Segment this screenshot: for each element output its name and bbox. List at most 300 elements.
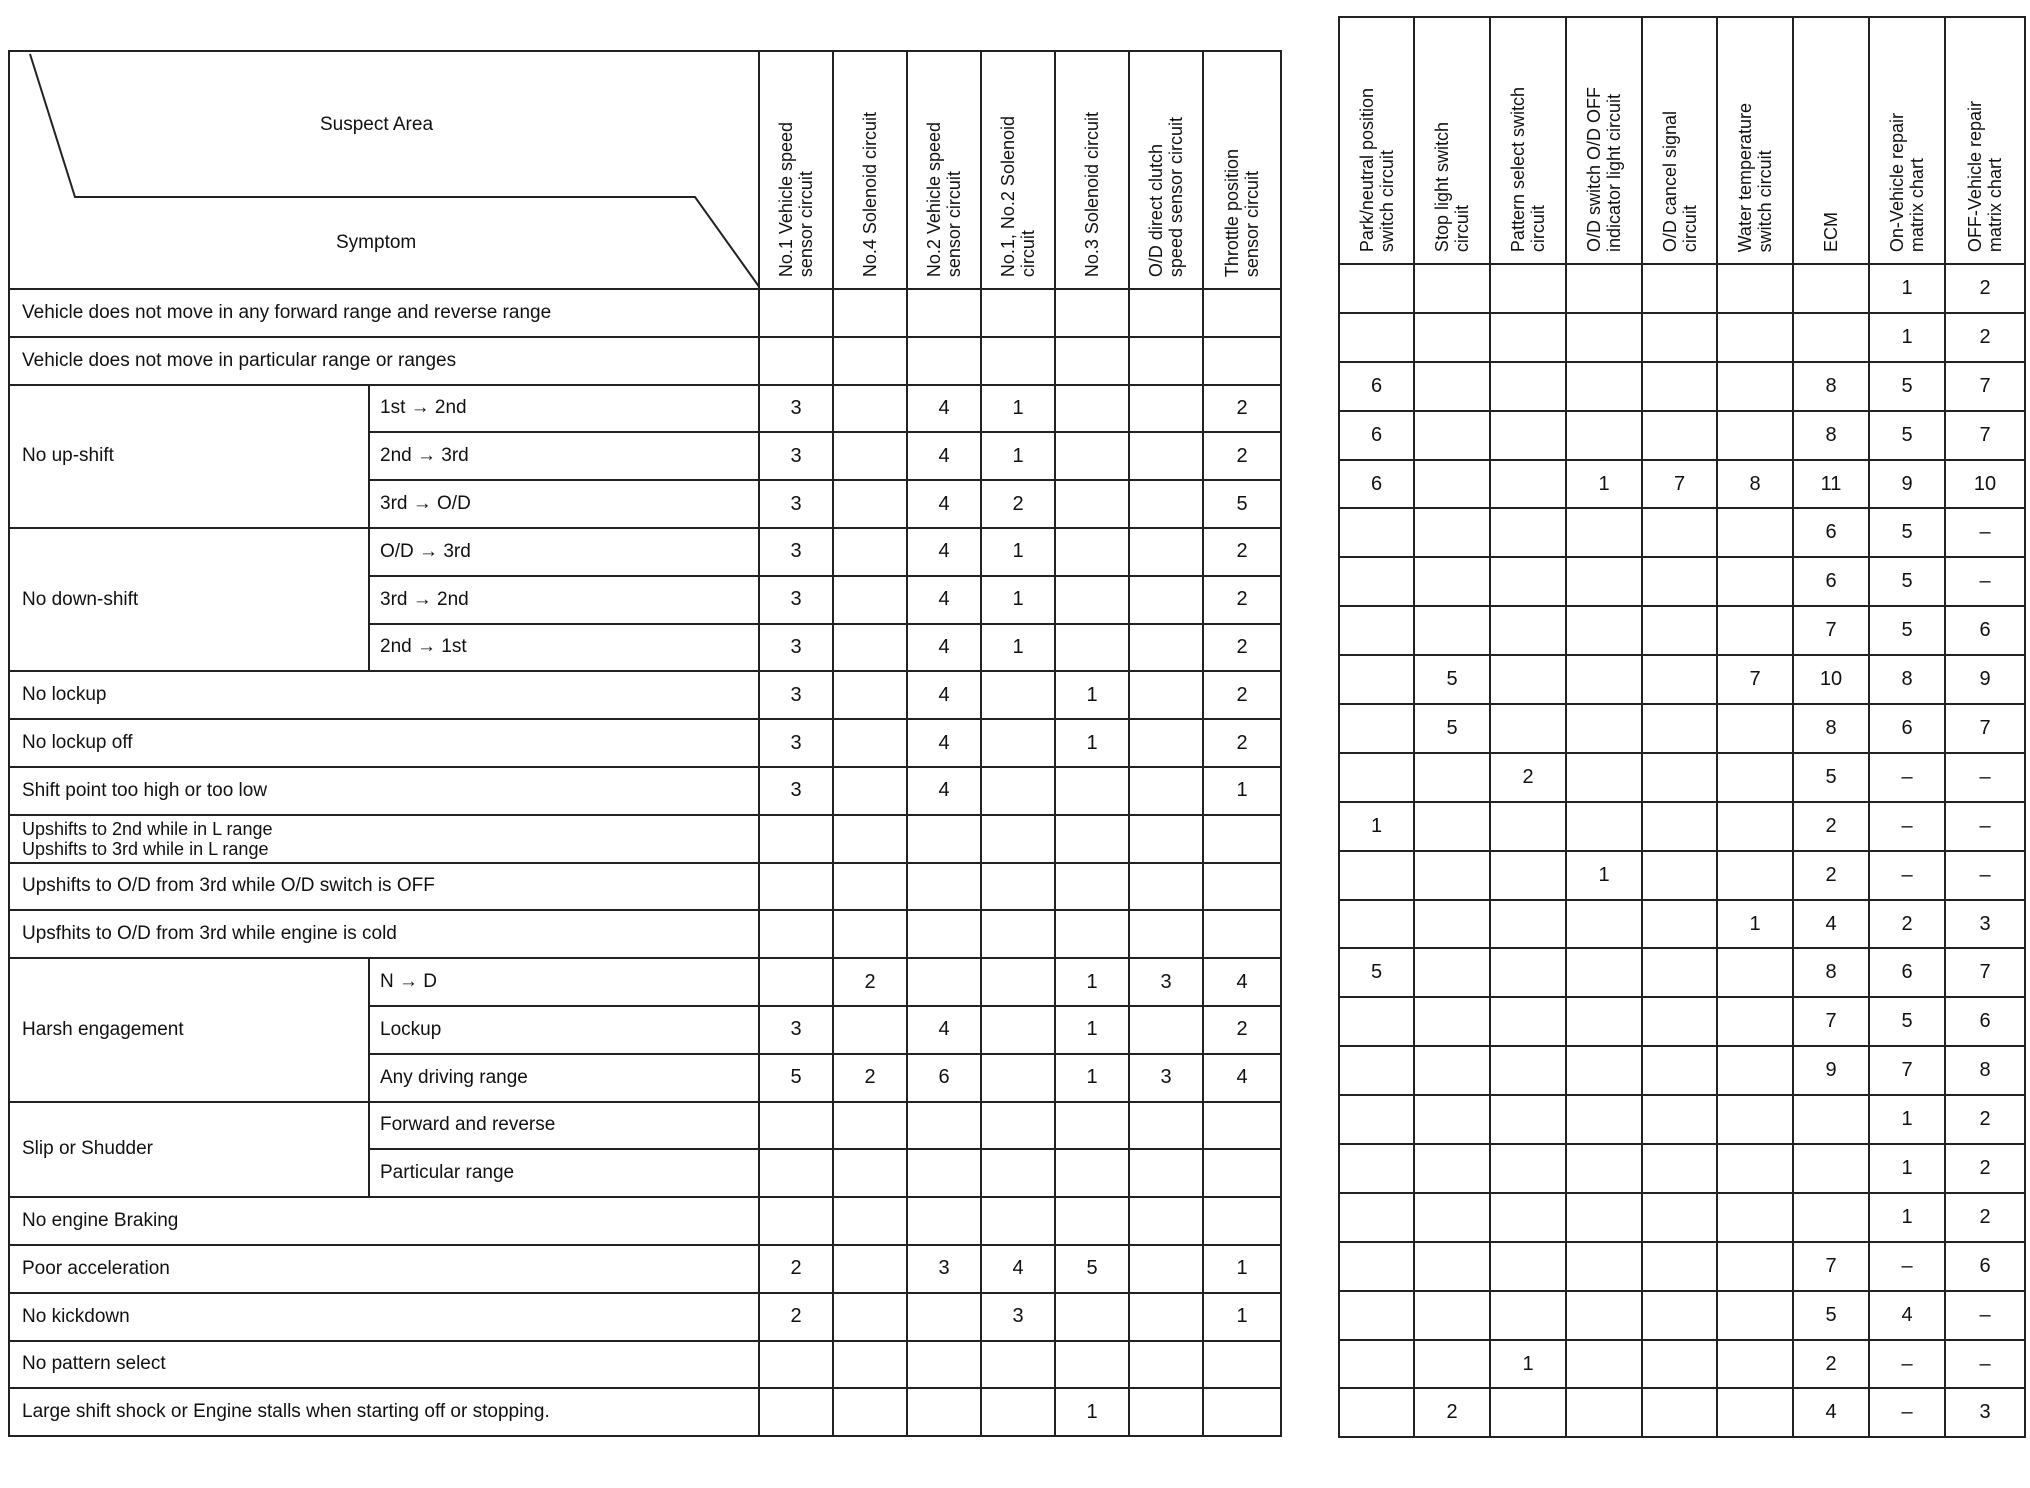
priority-cell: – — [1945, 508, 2025, 557]
priority-cell — [1566, 948, 1642, 997]
priority-cell — [981, 767, 1055, 815]
priority-cell — [907, 1388, 981, 1436]
column-header-label: O/D cancel signal circuit — [1659, 110, 1700, 252]
priority-cell — [1490, 802, 1566, 851]
table-row — [9, 863, 1281, 911]
priority-cell — [1203, 910, 1281, 958]
table-row — [1339, 557, 2025, 606]
priority-cell: 1 — [1869, 1095, 1945, 1144]
priority-cell: 4 — [907, 480, 981, 528]
priority-cell: 3 — [759, 671, 833, 719]
priority-cell: 5 — [1869, 997, 1945, 1046]
priority-cell: – — [1945, 802, 2025, 851]
priority-cell — [1414, 851, 1490, 900]
priority-cell: 9 — [1793, 1046, 1869, 1095]
priority-cell — [1129, 719, 1203, 767]
table-row — [1339, 460, 2025, 509]
priority-cell: – — [1945, 557, 2025, 606]
priority-cell — [1414, 802, 1490, 851]
priority-cell: 10 — [1793, 655, 1869, 704]
priority-cell: 5 — [1793, 1291, 1869, 1340]
priority-cell — [1566, 1388, 1642, 1437]
priority-cell — [1717, 997, 1793, 1046]
symptom-cell: Shift point too high or too low — [9, 767, 759, 815]
priority-cell: 3 — [1129, 1054, 1203, 1102]
priority-cell — [1414, 557, 1490, 606]
sub-condition-cell: Forward and reverse — [369, 1102, 759, 1150]
sub-condition-cell: 2nd → 1st — [369, 624, 759, 672]
priority-cell — [1566, 900, 1642, 949]
priority-cell: 3 — [1945, 1388, 2025, 1437]
table-row — [1339, 655, 2025, 704]
priority-cell: 4 — [981, 1245, 1055, 1293]
priority-cell — [1490, 704, 1566, 753]
priority-cell — [981, 1006, 1055, 1054]
priority-cell — [1055, 1149, 1129, 1197]
priority-cell — [907, 863, 981, 911]
priority-cell: 2 — [1793, 1340, 1869, 1389]
priority-cell — [833, 1293, 907, 1341]
priority-cell — [1642, 1242, 1717, 1291]
table-row — [1339, 1388, 2025, 1437]
priority-cell — [1055, 815, 1129, 863]
priority-cell — [1642, 1144, 1717, 1193]
priority-cell — [1717, 606, 1793, 655]
priority-cell — [1717, 313, 1793, 362]
priority-cell — [1414, 753, 1490, 802]
priority-cell — [1566, 997, 1642, 1046]
priority-cell: 3 — [981, 1293, 1055, 1341]
priority-cell — [1055, 337, 1129, 385]
priority-cell: 2 — [1945, 1193, 2025, 1242]
column-header-no-3-solenoid-circuit — [1055, 51, 1129, 289]
priority-cell — [981, 1149, 1055, 1197]
priority-cell — [1642, 508, 1717, 557]
priority-cell: 1 — [1339, 802, 1414, 851]
priority-cell — [1717, 753, 1793, 802]
priority-cell — [1203, 1341, 1281, 1389]
priority-cell: 1 — [1869, 1193, 1945, 1242]
priority-cell — [1055, 1293, 1129, 1341]
priority-cell — [1414, 1144, 1490, 1193]
priority-cell — [1793, 264, 1869, 313]
priority-cell — [1642, 606, 1717, 655]
priority-cell — [1717, 851, 1793, 900]
priority-cell — [833, 910, 907, 958]
priority-cell — [1129, 480, 1203, 528]
table-row — [9, 815, 1281, 863]
priority-cell — [907, 1293, 981, 1341]
priority-cell — [1566, 802, 1642, 851]
priority-cell: 6 — [1793, 557, 1869, 606]
table-row — [1339, 1291, 2025, 1340]
priority-cell — [1717, 1388, 1793, 1437]
sub-condition-cell: 1st → 2nd — [369, 385, 759, 433]
priority-cell — [1642, 411, 1717, 460]
priority-cell — [1490, 362, 1566, 411]
priority-cell: 4 — [1793, 900, 1869, 949]
priority-cell — [1339, 753, 1414, 802]
priority-cell — [907, 958, 981, 1006]
priority-cell: 3 — [759, 480, 833, 528]
table-row — [1339, 900, 2025, 949]
priority-cell — [1717, 1095, 1793, 1144]
priority-cell: 2 — [1203, 432, 1281, 480]
priority-cell — [1339, 313, 1414, 362]
priority-cell — [1339, 1193, 1414, 1242]
priority-cell: 2 — [1945, 264, 2025, 313]
priority-cell — [833, 385, 907, 433]
priority-cell — [981, 719, 1055, 767]
priority-cell: 2 — [981, 480, 1055, 528]
priority-cell — [1129, 432, 1203, 480]
priority-cell: 5 — [1869, 362, 1945, 411]
priority-cell — [1129, 815, 1203, 863]
table-row — [1339, 313, 2025, 362]
priority-cell — [1717, 557, 1793, 606]
priority-cell — [1566, 508, 1642, 557]
priority-cell — [1055, 385, 1129, 433]
column-header-label: OFF-Vehicle repair matrix chart — [1965, 100, 2005, 252]
priority-cell — [759, 337, 833, 385]
sub-condition-cell: Lockup — [369, 1006, 759, 1054]
priority-cell: 1 — [1869, 264, 1945, 313]
priority-cell — [1129, 863, 1203, 911]
priority-cell — [833, 1388, 907, 1436]
priority-cell: 3 — [1129, 958, 1203, 1006]
priority-cell — [1055, 480, 1129, 528]
priority-cell — [1055, 1197, 1129, 1245]
column-header-label: No.1, No.2 Solenoid circuit — [998, 115, 1038, 277]
priority-cell — [1129, 528, 1203, 576]
priority-cell — [907, 289, 981, 337]
priority-cell: 8 — [1793, 948, 1869, 997]
priority-cell — [1566, 1095, 1642, 1144]
column-header-no-1-no-2-solenoid-circuit — [981, 51, 1055, 289]
symptom-cell: Poor acceleration — [9, 1245, 759, 1293]
priority-cell — [1642, 997, 1717, 1046]
priority-cell — [1339, 1242, 1414, 1291]
priority-cell: 4 — [907, 432, 981, 480]
priority-cell: 1 — [1055, 719, 1129, 767]
priority-cell: 4 — [1793, 1388, 1869, 1437]
column-header-off-vehicle-repair-matrix-chart — [1945, 17, 2025, 264]
priority-cell — [981, 910, 1055, 958]
priority-cell — [1490, 1193, 1566, 1242]
priority-cell — [1129, 385, 1203, 433]
priority-cell — [833, 863, 907, 911]
sub-condition-cell: 3rd → 2nd — [369, 576, 759, 624]
priority-cell — [1566, 1193, 1642, 1242]
priority-cell: 8 — [1793, 704, 1869, 753]
priority-cell — [1203, 1102, 1281, 1150]
sub-condition-cell: 3rd → O/D — [369, 480, 759, 528]
priority-cell — [833, 432, 907, 480]
priority-cell — [833, 1149, 907, 1197]
priority-cell — [1055, 432, 1129, 480]
priority-cell — [1339, 997, 1414, 1046]
priority-cell: – — [1869, 851, 1945, 900]
table-row — [1339, 1193, 2025, 1242]
column-header-label: No.1 Vehicle speed sensor circuit — [776, 121, 816, 277]
priority-cell: 2 — [1203, 528, 1281, 576]
priority-cell — [1490, 948, 1566, 997]
priority-cell — [1339, 1046, 1414, 1095]
priority-cell: 1 — [1055, 1006, 1129, 1054]
priority-cell: 2 — [1490, 753, 1566, 802]
priority-cell: 7 — [1869, 1046, 1945, 1095]
column-header-ecm — [1793, 17, 1869, 264]
priority-cell: 3 — [759, 528, 833, 576]
priority-cell: 7 — [1945, 704, 2025, 753]
priority-cell — [1566, 411, 1642, 460]
priority-cell — [1717, 1242, 1793, 1291]
priority-cell: 6 — [907, 1054, 981, 1102]
priority-cell — [1642, 264, 1717, 313]
sub-condition-cell: O/D → 3rd — [369, 528, 759, 576]
priority-cell — [907, 1197, 981, 1245]
priority-cell: 7 — [1717, 655, 1793, 704]
priority-cell — [1642, 1046, 1717, 1095]
priority-cell: 3 — [907, 1245, 981, 1293]
priority-cell — [1793, 313, 1869, 362]
priority-cell: 10 — [1945, 460, 2025, 509]
priority-cell: 2 — [1869, 900, 1945, 949]
priority-cell — [833, 576, 907, 624]
priority-cell: – — [1869, 1242, 1945, 1291]
priority-cell: 2 — [1203, 624, 1281, 672]
priority-cell: 5 — [1203, 480, 1281, 528]
priority-cell — [981, 1341, 1055, 1389]
priority-cell — [981, 1102, 1055, 1150]
priority-cell: 4 — [1203, 958, 1281, 1006]
priority-cell — [1129, 1102, 1203, 1150]
priority-cell — [1129, 289, 1203, 337]
priority-cell: 1 — [1055, 1388, 1129, 1436]
table-row — [1339, 1095, 2025, 1144]
priority-cell: 7 — [1945, 948, 2025, 997]
priority-cell: 7 — [1793, 1242, 1869, 1291]
right-matrix-table — [1338, 16, 2026, 1438]
priority-cell: 2 — [833, 1054, 907, 1102]
priority-cell — [1566, 1144, 1642, 1193]
priority-cell: 1 — [1055, 1054, 1129, 1102]
priority-cell — [1129, 576, 1203, 624]
priority-cell — [1339, 900, 1414, 949]
priority-cell — [1642, 362, 1717, 411]
priority-cell: 6 — [1339, 362, 1414, 411]
priority-cell — [1055, 576, 1129, 624]
priority-cell: 2 — [1203, 719, 1281, 767]
priority-cell — [907, 815, 981, 863]
table-row — [9, 385, 1281, 433]
priority-cell — [1203, 1388, 1281, 1436]
table-row — [1339, 753, 2025, 802]
priority-cell — [1129, 1293, 1203, 1341]
table-row — [1339, 362, 2025, 411]
table-row — [9, 289, 1281, 337]
priority-cell: 1 — [1490, 1340, 1566, 1389]
column-header-label: ECM — [1821, 212, 1841, 252]
priority-cell — [1055, 624, 1129, 672]
priority-cell — [833, 719, 907, 767]
symptom-label: Symptom — [336, 232, 417, 253]
priority-cell — [1566, 1340, 1642, 1389]
column-header-throttle-position-sensor-circuit — [1203, 51, 1281, 289]
priority-cell — [1566, 313, 1642, 362]
priority-cell — [1339, 1388, 1414, 1437]
symptom-cell: No down-shift — [9, 528, 369, 671]
priority-cell — [1793, 1144, 1869, 1193]
priority-cell — [1566, 606, 1642, 655]
table-row — [9, 528, 1281, 576]
priority-cell — [1129, 337, 1203, 385]
priority-cell — [907, 1149, 981, 1197]
priority-cell: 2 — [1945, 1144, 2025, 1193]
priority-cell — [1414, 606, 1490, 655]
priority-cell — [1642, 557, 1717, 606]
priority-cell — [981, 863, 1055, 911]
priority-cell — [1642, 1291, 1717, 1340]
priority-cell — [1490, 1095, 1566, 1144]
priority-cell: 2 — [759, 1245, 833, 1293]
priority-cell — [1566, 264, 1642, 313]
priority-cell — [1129, 671, 1203, 719]
table-row — [1339, 948, 2025, 997]
sub-condition-cell: 2nd → 3rd — [369, 432, 759, 480]
priority-cell: 5 — [1869, 557, 1945, 606]
symptom-cell: Vehicle does not move in any forward range and reverse range — [9, 289, 759, 337]
priority-cell: 1 — [1203, 1293, 1281, 1341]
priority-cell — [1339, 1144, 1414, 1193]
priority-cell — [1490, 313, 1566, 362]
priority-cell: 1 — [981, 576, 1055, 624]
priority-cell — [1414, 313, 1490, 362]
priority-cell — [759, 863, 833, 911]
priority-cell: – — [1945, 851, 2025, 900]
priority-cell — [1203, 337, 1281, 385]
priority-cell: 3 — [759, 719, 833, 767]
priority-cell: 5 — [1793, 753, 1869, 802]
priority-cell — [1642, 948, 1717, 997]
priority-cell — [1055, 528, 1129, 576]
priority-cell: 1 — [981, 528, 1055, 576]
column-header-label: O/D switch O/D OFF indicator light circuit — [1584, 86, 1624, 252]
priority-cell — [1490, 557, 1566, 606]
column-header-label: Water temperature switch circuit — [1735, 102, 1775, 252]
priority-cell — [1717, 1291, 1793, 1340]
priority-cell — [1566, 362, 1642, 411]
priority-cell — [1203, 1149, 1281, 1197]
priority-cell — [1490, 1144, 1566, 1193]
priority-cell: 1 — [1566, 460, 1642, 509]
symptom-cell: Harsh engagement — [9, 958, 369, 1101]
table-row — [9, 1293, 1281, 1341]
priority-cell — [833, 1341, 907, 1389]
priority-cell: 5 — [1339, 948, 1414, 997]
symptom-cell: Slip or Shudder — [9, 1102, 369, 1198]
priority-cell: 5 — [1869, 606, 1945, 655]
column-header-label: O/D direct clutch speed sensor circuit — [1146, 116, 1186, 277]
column-header-label: On-Vehicle repair matrix chart — [1887, 112, 1927, 252]
priority-cell — [1203, 863, 1281, 911]
symptom-cell: Upsfhits to O/D from 3rd while engine is cold — [9, 910, 759, 958]
priority-cell — [759, 1341, 833, 1389]
table-row — [9, 337, 1281, 385]
priority-cell: 1 — [981, 624, 1055, 672]
priority-cell — [833, 528, 907, 576]
priority-cell — [1414, 1291, 1490, 1340]
symptom-cell: No lockup — [9, 671, 759, 719]
priority-cell — [1490, 1242, 1566, 1291]
priority-cell: – — [1945, 1340, 2025, 1389]
priority-cell: 4 — [907, 671, 981, 719]
priority-cell: 6 — [1945, 606, 2025, 655]
priority-cell — [1642, 802, 1717, 851]
priority-cell — [833, 1006, 907, 1054]
table-row — [9, 719, 1281, 767]
priority-cell — [1566, 1291, 1642, 1340]
priority-cell — [1566, 704, 1642, 753]
priority-cell — [1129, 910, 1203, 958]
priority-cell — [1717, 948, 1793, 997]
symptom-cell: No engine Braking — [9, 1197, 759, 1245]
priority-cell — [1717, 362, 1793, 411]
priority-cell — [1055, 910, 1129, 958]
priority-cell — [759, 1388, 833, 1436]
priority-cell: 5 — [1414, 655, 1490, 704]
priority-cell: – — [1945, 1291, 2025, 1340]
table-row — [1339, 704, 2025, 753]
priority-cell — [1566, 1242, 1642, 1291]
priority-cell — [1339, 557, 1414, 606]
priority-cell — [1490, 851, 1566, 900]
priority-cell: 6 — [1339, 411, 1414, 460]
column-header-stop-light-switch-circuit — [1414, 17, 1490, 264]
priority-cell — [833, 767, 907, 815]
priority-cell — [1490, 264, 1566, 313]
priority-cell — [759, 1149, 833, 1197]
priority-cell — [1055, 289, 1129, 337]
priority-cell — [981, 1197, 1055, 1245]
priority-cell — [1642, 313, 1717, 362]
priority-cell — [1490, 655, 1566, 704]
priority-cell — [759, 815, 833, 863]
priority-cell: 1 — [1869, 313, 1945, 362]
priority-cell — [1339, 704, 1414, 753]
priority-cell — [981, 815, 1055, 863]
priority-cell: 2 — [1793, 851, 1869, 900]
suspect-area-label: Suspect Area — [320, 114, 434, 135]
column-header-o-d-switch-o-d-off-indicator-light-circuit — [1566, 17, 1642, 264]
table-row — [9, 910, 1281, 958]
priority-cell — [1642, 1340, 1717, 1389]
column-header-label: Park/neutral position switch circuit — [1356, 87, 1397, 252]
table-row — [9, 1197, 1281, 1245]
priority-cell — [1490, 606, 1566, 655]
priority-cell — [1129, 1006, 1203, 1054]
priority-cell — [1490, 1046, 1566, 1095]
priority-cell: 3 — [759, 432, 833, 480]
priority-cell — [907, 337, 981, 385]
priority-cell — [1566, 655, 1642, 704]
priority-cell — [833, 480, 907, 528]
priority-cell: 1 — [1203, 1245, 1281, 1293]
priority-cell — [981, 958, 1055, 1006]
priority-cell — [1414, 948, 1490, 997]
table-row — [1339, 264, 2025, 313]
priority-cell — [1717, 802, 1793, 851]
